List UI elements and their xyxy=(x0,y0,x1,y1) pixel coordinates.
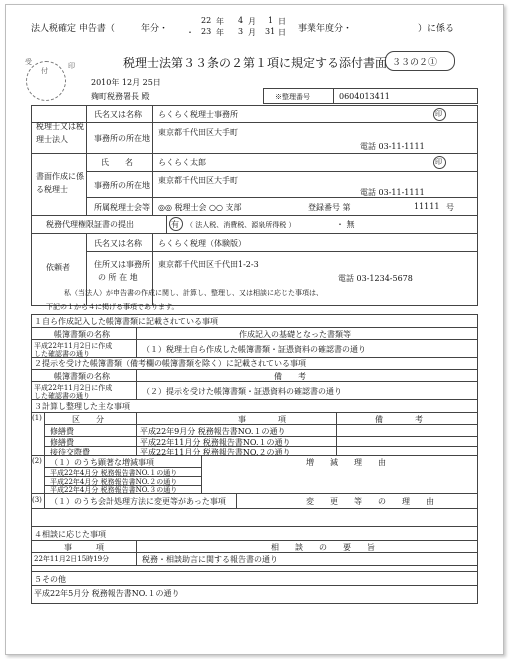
s3-row-3-jiko: 平成22年11月分 税務報告書NO.２の通り xyxy=(140,448,291,457)
power-detail: （ 法人税、消費税、源泉所得税 ） xyxy=(186,221,296,229)
intro-line-1: 私（当法人）が申告書の作成に関し、計算し、整理し、又は相談に応じた事項は、 xyxy=(64,289,323,297)
s1-col1: 帳簿書類の名称 xyxy=(54,330,110,339)
seiri-label: ※整理番号 xyxy=(275,93,310,101)
s3-n1: (1) xyxy=(32,414,42,422)
preparer-address: 東京都千代田区大手町 xyxy=(158,176,238,185)
s3-q2-row-3: 平成22年4月分 税務報告書NO.３の通り xyxy=(50,486,178,494)
s3-col-jiko: 事 項 xyxy=(238,415,286,424)
header-d1-unit: 日 xyxy=(278,17,286,26)
header-m2: 3 xyxy=(238,27,244,36)
header-y2-unit: 年 xyxy=(216,28,224,37)
submission-date: 2010年 12月 25日 xyxy=(91,78,161,87)
s3-n2: (2) xyxy=(32,457,42,465)
header-m1-unit: 月 xyxy=(248,17,256,26)
s2-col2: 備 考 xyxy=(274,372,306,381)
s3-row-2-jiko: 平成22年11月分 税務報告書NO.１の通り xyxy=(140,438,291,447)
header-dot: ・ xyxy=(186,28,194,37)
s3-q2-row-1: 平成22年4月分 税務報告書NO.１の通り xyxy=(50,469,178,477)
stamp-label-1: 受 xyxy=(25,58,32,66)
firm-name-label: 氏名又は名称 xyxy=(94,110,142,119)
power-no: ・ 無 xyxy=(336,220,355,229)
header-year-label: 年分・ xyxy=(141,24,169,34)
firm-seal-label: 印 xyxy=(435,110,442,118)
s4-col1: 事 項 xyxy=(64,543,104,552)
s1-col2: 作成記入の基礎となった書類等 xyxy=(239,330,351,339)
header-d2-unit: 日 xyxy=(278,28,286,37)
header-d1: 1 xyxy=(268,16,274,25)
s3-q2-col: 増 減 理 由 xyxy=(306,458,386,467)
client-addr-label-2: の 所 在 地 xyxy=(98,273,138,282)
s1-row-c1a: 平成22年11月2日に作成 xyxy=(34,342,113,350)
s4-heading: ４相談に応じた事項 xyxy=(34,530,106,539)
intro-line-2: 下記の１から４に掲げる事項であります。 xyxy=(46,303,179,311)
s2-col1: 帳簿書類の名称 xyxy=(54,372,110,381)
preparer-reg-label: 登録番号 第 xyxy=(308,203,351,212)
header-d2: 31 xyxy=(265,27,276,36)
header-biz-year: 事業年度分・ xyxy=(298,24,353,34)
s5-row: 平成22年5月分 税務報告書NO.１の通り xyxy=(34,589,180,598)
stamp-label-3: 印 xyxy=(68,62,75,70)
power-label: 税務代理権限証書の提出 xyxy=(46,220,134,229)
form-title: 税理士法第３３条の２第１項に規定する添付書面 xyxy=(123,56,388,70)
client-section: 依頼者 xyxy=(46,263,70,272)
stamp-label-2: 付 xyxy=(41,67,48,75)
client-name-label: 氏名又は名称 xyxy=(94,239,142,248)
s4-col2: 相 談 の 要 旨 xyxy=(271,543,375,552)
s3-heading: ３計算し整理した主な事項 xyxy=(34,402,130,411)
client-tel: 電話 03-1234-5678 xyxy=(338,274,413,283)
client-name: らくらく税理（体験版） xyxy=(158,239,246,248)
preparer-name: らくらく太郎 xyxy=(158,158,206,167)
s5-heading: ５その他 xyxy=(34,575,66,584)
firm-name: らくらく税理士事務所 xyxy=(158,110,238,119)
header-y1: 22 xyxy=(201,16,212,25)
s3-q3-col: 変 更 等 の 理 由 xyxy=(306,497,434,506)
firm-office-label: 事務所の所在地 xyxy=(94,134,150,143)
s3-row-1-jiko: 平成22年9月分 税務報告書NO.１の通り xyxy=(140,427,286,436)
s4-row-c2: 税務・相談助言に関する報告書の通り xyxy=(142,555,278,564)
preparer-assoc: ◎◎ 税理士会 ○○ 支部 xyxy=(158,203,242,212)
s2-row-c2: （２）提示を受けた帳簿書類・証憑資料の確認書の通り xyxy=(142,387,342,396)
s3-row-3-kubun: 接待交際費 xyxy=(50,448,90,457)
document-page xyxy=(5,4,504,655)
s3-row-2-kubun: 修繕費 xyxy=(50,438,74,447)
s3-n3: (3) xyxy=(32,496,42,504)
client-addr-label-1: 住所又は事務所 xyxy=(94,260,150,269)
header-m2-unit: 月 xyxy=(248,28,256,37)
preparer-reg-unit: 号 xyxy=(446,203,454,212)
preparer-seal-label: 印 xyxy=(435,158,442,166)
s3-q2-row-2: 平成22年4月分 税務報告書NO.２の通り xyxy=(50,478,178,486)
preparer-reg-no: 11111 xyxy=(414,202,440,211)
s4-row-c1: 22年11月2日15時19分 xyxy=(34,555,110,563)
s2-row-c1a: 平成22年11月2日に作成 xyxy=(34,384,113,392)
preparer-office-label: 事務所の所在地 xyxy=(94,181,150,190)
firm-tel: 電話 03-11-1111 xyxy=(360,142,425,151)
header-y1-unit: 年 xyxy=(216,17,224,26)
s2-row-c1b: した確認書の通り xyxy=(34,392,90,400)
preparer-assoc-label: 所属税理士会等 xyxy=(94,203,150,212)
preparer-section: 書面作成に係る税理士 xyxy=(36,172,84,194)
s3-q2-label: （１）のうち顕著な増減事項 xyxy=(50,458,154,467)
s3-q3-label: （１）のうち会計処理方法に変更等があった事項 xyxy=(50,497,226,506)
header-m1: 4 xyxy=(238,16,244,25)
s2-heading: ２提示を受けた帳簿書類（備考欄の帳簿書類を除く）に記載されている事項 xyxy=(34,359,306,368)
header-prefix: 法人税確定 申告書（ xyxy=(31,24,115,34)
power-yes: 有 xyxy=(171,220,179,229)
header-close: ）に係る xyxy=(418,24,455,34)
s3-row-1-kubun: 修繕費 xyxy=(50,427,74,436)
s1-row-c1b: した確認書の通り xyxy=(34,350,90,358)
seiri-value: 0604013411 xyxy=(339,92,390,101)
preparer-tel: 電話 03-11-1111 xyxy=(360,188,425,197)
s1-heading: １自ら作成記入した帳簿書類に記載されている事項 xyxy=(34,317,218,326)
firm-section: 税理士又は税理士法人 xyxy=(36,122,84,144)
s3-col-biko: 備 考 xyxy=(375,415,423,424)
firm-address: 東京都千代田区大手町 xyxy=(158,128,238,137)
s3-col-kubun: 区 分 xyxy=(72,415,104,424)
form-code: ３３の２① xyxy=(392,58,438,68)
preparer-name-label: 氏 名 xyxy=(101,158,133,167)
s1-row-c2: （１）税理士自ら作成した帳簿書類・証憑資料の確認書の通り xyxy=(142,345,366,354)
header-y2: 23 xyxy=(201,27,212,36)
addressee: 麹町税務署長 殿 xyxy=(91,92,150,101)
client-address: 東京都千代田区千代田1-2-3 xyxy=(158,260,259,269)
